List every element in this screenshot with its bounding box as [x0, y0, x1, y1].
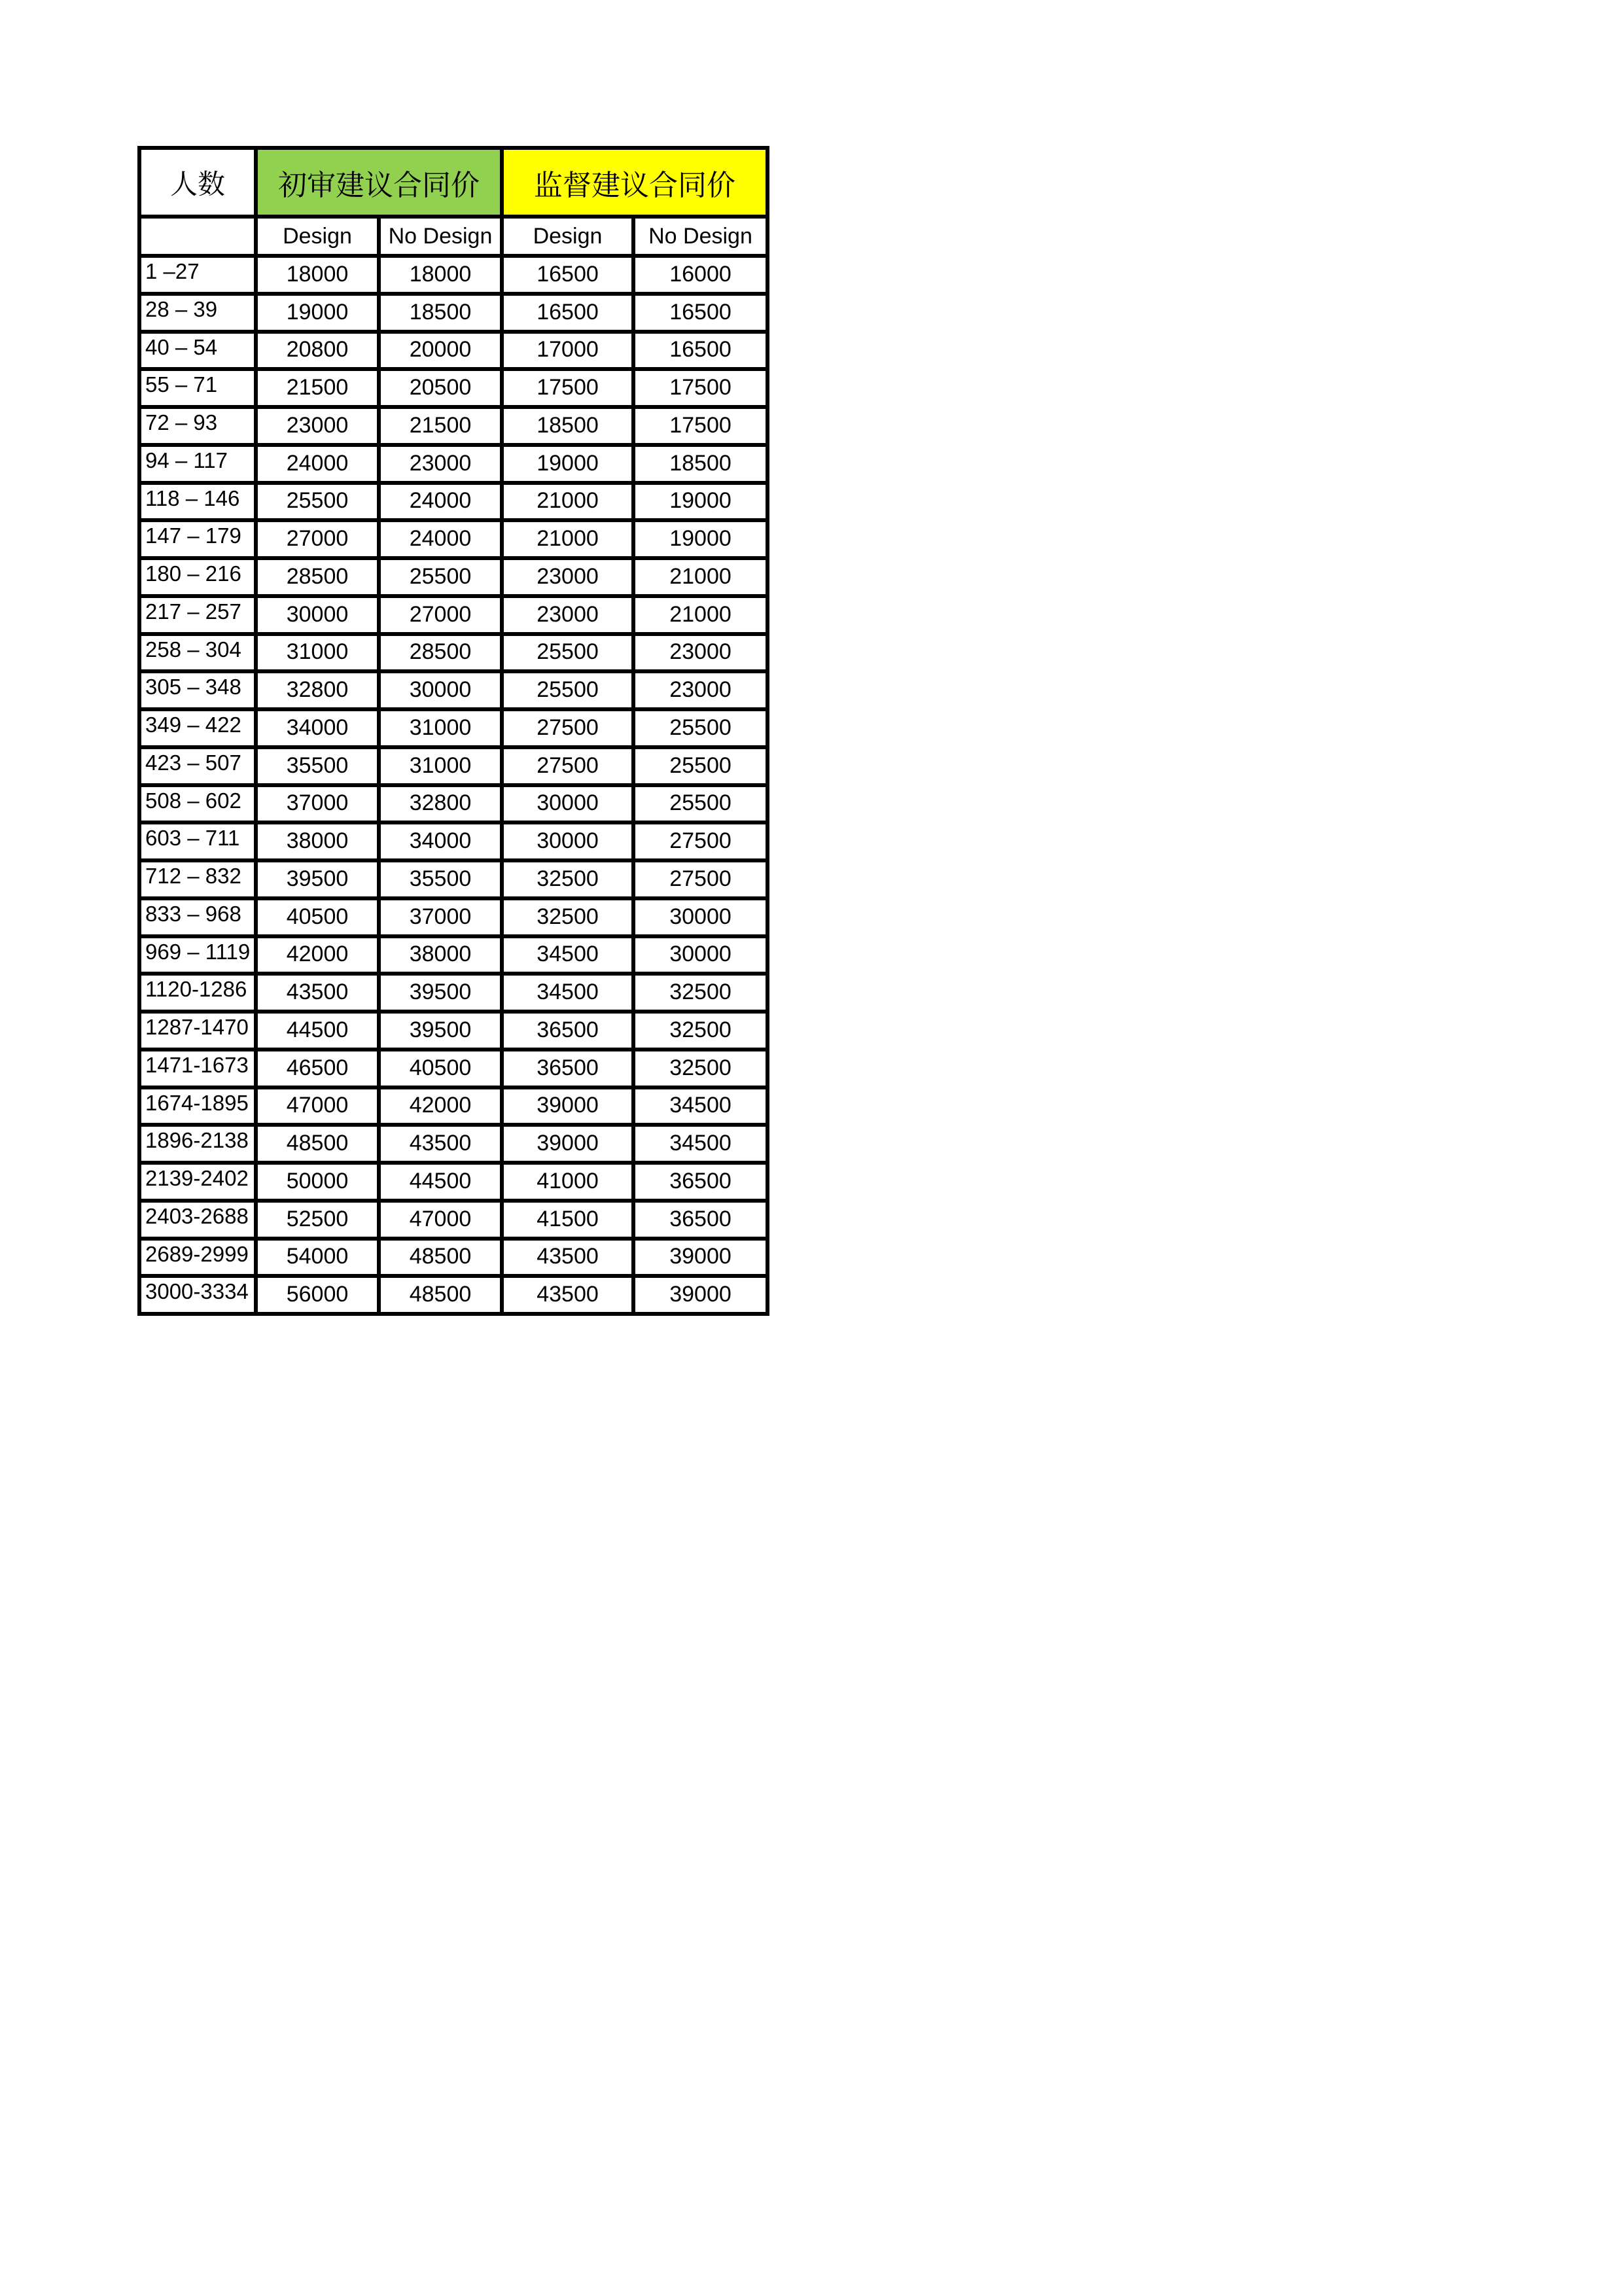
price-cell: 31000 [379, 709, 502, 747]
table-row [139, 671, 767, 709]
price-cell: 21500 [256, 369, 379, 407]
price-cell: 27500 [502, 747, 633, 785]
group-header-initial-review: 初审建议合同价 [256, 148, 502, 217]
price-cell: 18000 [379, 256, 502, 294]
price-cell: 20800 [256, 332, 379, 370]
table-row [139, 1125, 767, 1163]
price-cell: 30000 [502, 822, 633, 860]
price-cell: 30000 [633, 936, 767, 974]
people-range-cell: 712 – 832 [139, 860, 256, 898]
sub-header-no-design-1: No Design [379, 217, 502, 256]
people-range-cell: 180 – 216 [139, 558, 256, 596]
price-cell: 43500 [379, 1125, 502, 1163]
people-range-cell: 969 – 1119 [139, 936, 256, 974]
table-row [139, 483, 767, 521]
price-cell: 47000 [256, 1087, 379, 1125]
people-range-cell: 28 – 39 [139, 294, 256, 332]
table-row [139, 1012, 767, 1050]
price-cell: 23000 [633, 671, 767, 709]
people-range-cell: 305 – 348 [139, 671, 256, 709]
price-cell: 24000 [379, 520, 502, 558]
price-cell: 23000 [502, 558, 633, 596]
price-cell: 24000 [256, 445, 379, 483]
table-row [139, 1050, 767, 1087]
table-row [139, 898, 767, 936]
price-cell: 20000 [379, 332, 502, 370]
table-row [139, 709, 767, 747]
people-range-cell: 72 – 93 [139, 407, 256, 445]
price-cell: 44500 [256, 1012, 379, 1050]
price-cell: 34000 [379, 822, 502, 860]
price-cell: 44500 [379, 1163, 502, 1201]
price-cell: 16500 [633, 332, 767, 370]
price-cell: 31000 [256, 634, 379, 672]
price-cell: 25500 [379, 558, 502, 596]
price-cell: 43500 [502, 1239, 633, 1277]
price-cell: 32500 [633, 1050, 767, 1087]
price-cell: 25500 [633, 785, 767, 823]
people-range-cell: 2403-2688 [139, 1201, 256, 1239]
price-cell: 30000 [379, 671, 502, 709]
sub-header-design-1: Design [256, 217, 379, 256]
price-cell: 18500 [633, 445, 767, 483]
price-cell: 36500 [633, 1201, 767, 1239]
price-cell: 31000 [379, 747, 502, 785]
price-cell: 16500 [502, 256, 633, 294]
people-range-cell: 833 – 968 [139, 898, 256, 936]
price-cell: 23000 [633, 634, 767, 672]
price-cell: 27500 [633, 822, 767, 860]
price-cell: 18500 [502, 407, 633, 445]
price-cell: 34500 [502, 936, 633, 974]
price-cell: 21000 [502, 520, 633, 558]
price-cell: 39500 [379, 974, 502, 1012]
people-range-cell: 147 – 179 [139, 520, 256, 558]
people-range-cell: 1471-1673 [139, 1050, 256, 1087]
price-cell: 42000 [256, 936, 379, 974]
price-cell: 41000 [502, 1163, 633, 1201]
price-cell: 21000 [633, 558, 767, 596]
empty-corner-cell [139, 217, 256, 256]
price-cell: 19000 [502, 445, 633, 483]
price-cell: 38000 [379, 936, 502, 974]
price-cell: 35500 [379, 860, 502, 898]
table-row [139, 860, 767, 898]
price-cell: 19000 [256, 294, 379, 332]
price-cell: 28500 [379, 634, 502, 672]
people-count-header: 人数 [139, 148, 256, 217]
price-cell: 21000 [502, 483, 633, 521]
price-cell: 16500 [633, 294, 767, 332]
people-range-cell: 94 – 117 [139, 445, 256, 483]
price-cell: 40500 [256, 898, 379, 936]
sub-header-no-design-2: No Design [633, 217, 767, 256]
table-row [139, 256, 767, 294]
price-cell: 34500 [502, 974, 633, 1012]
price-cell: 34500 [633, 1087, 767, 1125]
people-range-cell: 1674-1895 [139, 1087, 256, 1125]
price-cell: 20500 [379, 369, 502, 407]
people-range-cell: 118 – 146 [139, 483, 256, 521]
price-cell: 16000 [633, 256, 767, 294]
price-cell: 36500 [502, 1050, 633, 1087]
price-cell: 56000 [256, 1276, 379, 1314]
price-cell: 34500 [633, 1125, 767, 1163]
price-cell: 47000 [379, 1201, 502, 1239]
table-row [139, 1087, 767, 1125]
price-cell: 17500 [633, 407, 767, 445]
price-cell: 27500 [633, 860, 767, 898]
group-header-supervision: 监督建议合同价 [502, 148, 767, 217]
price-cell: 40500 [379, 1050, 502, 1087]
price-cell: 46500 [256, 1050, 379, 1087]
price-cell: 32500 [502, 898, 633, 936]
price-cell: 23000 [502, 596, 633, 634]
group-header-row [139, 148, 767, 217]
price-cell: 32500 [633, 1012, 767, 1050]
price-cell: 41500 [502, 1201, 633, 1239]
price-cell: 37000 [379, 898, 502, 936]
price-cell: 30000 [502, 785, 633, 823]
table-row [139, 558, 767, 596]
price-cell: 48500 [379, 1239, 502, 1277]
price-cell: 25500 [256, 483, 379, 521]
people-range-cell: 1896-2138 [139, 1125, 256, 1163]
people-range-cell: 3000-3334 [139, 1276, 256, 1314]
table-row [139, 445, 767, 483]
table-row [139, 634, 767, 672]
people-range-cell: 2689-2999 [139, 1239, 256, 1277]
price-cell: 25500 [633, 709, 767, 747]
price-cell: 16500 [502, 294, 633, 332]
table-row [139, 1201, 767, 1239]
sub-header-row [139, 217, 767, 256]
price-cell: 52500 [256, 1201, 379, 1239]
price-cell: 54000 [256, 1239, 379, 1277]
price-cell: 28500 [256, 558, 379, 596]
price-cell: 23000 [379, 445, 502, 483]
price-cell: 30000 [256, 596, 379, 634]
people-range-cell: 217 – 257 [139, 596, 256, 634]
people-range-cell: 1120-1286 [139, 974, 256, 1012]
price-cell: 32500 [502, 860, 633, 898]
price-cell: 38000 [256, 822, 379, 860]
people-range-cell: 423 – 507 [139, 747, 256, 785]
price-cell: 30000 [633, 898, 767, 936]
price-cell: 43500 [502, 1276, 633, 1314]
price-cell: 18500 [379, 294, 502, 332]
price-cell: 25500 [502, 671, 633, 709]
price-cell: 32800 [256, 671, 379, 709]
price-cell: 39000 [633, 1276, 767, 1314]
price-cell: 35500 [256, 747, 379, 785]
people-range-cell: 603 – 711 [139, 822, 256, 860]
people-range-cell: 40 – 54 [139, 332, 256, 370]
price-cell: 39000 [502, 1087, 633, 1125]
table-row [139, 294, 767, 332]
table-row [139, 936, 767, 974]
people-range-cell: 258 – 304 [139, 634, 256, 672]
price-cell: 25500 [502, 634, 633, 672]
price-cell: 39000 [633, 1239, 767, 1277]
price-cell: 39500 [256, 860, 379, 898]
price-cell: 19000 [633, 520, 767, 558]
price-cell: 21500 [379, 407, 502, 445]
price-cell: 25500 [633, 747, 767, 785]
price-cell: 34000 [256, 709, 379, 747]
price-cell: 18000 [256, 256, 379, 294]
table-row [139, 1276, 767, 1314]
table-row [139, 520, 767, 558]
price-cell: 37000 [256, 785, 379, 823]
price-cell: 42000 [379, 1087, 502, 1125]
price-cell: 39000 [502, 1125, 633, 1163]
price-cell: 27000 [256, 520, 379, 558]
price-cell: 19000 [633, 483, 767, 521]
table-body [139, 256, 767, 1314]
price-cell: 17500 [502, 369, 633, 407]
price-cell: 23000 [256, 407, 379, 445]
table-row [139, 785, 767, 823]
price-cell: 17500 [633, 369, 767, 407]
table-row [139, 822, 767, 860]
table-row [139, 369, 767, 407]
table-row [139, 747, 767, 785]
people-range-cell: 349 – 422 [139, 709, 256, 747]
people-range-cell: 1 –27 [139, 256, 256, 294]
price-cell: 27000 [379, 596, 502, 634]
people-range-cell: 1287-1470 [139, 1012, 256, 1050]
price-cell: 32500 [633, 974, 767, 1012]
people-range-cell: 508 – 602 [139, 785, 256, 823]
price-cell: 50000 [256, 1163, 379, 1201]
table-row [139, 407, 767, 445]
table-row [139, 974, 767, 1012]
price-cell: 39500 [379, 1012, 502, 1050]
sub-header-design-2: Design [502, 217, 633, 256]
price-cell: 17000 [502, 332, 633, 370]
price-cell: 32800 [379, 785, 502, 823]
people-range-cell: 55 – 71 [139, 369, 256, 407]
table-row [139, 332, 767, 370]
table-row [139, 596, 767, 634]
price-cell: 48500 [379, 1276, 502, 1314]
price-cell: 36500 [633, 1163, 767, 1201]
price-cell: 48500 [256, 1125, 379, 1163]
price-cell: 36500 [502, 1012, 633, 1050]
price-cell: 27500 [502, 709, 633, 747]
people-range-cell: 2139-2402 [139, 1163, 256, 1201]
table-row [139, 1163, 767, 1201]
price-cell: 43500 [256, 974, 379, 1012]
price-cell: 24000 [379, 483, 502, 521]
price-table [137, 146, 769, 1316]
price-cell: 21000 [633, 596, 767, 634]
table-row [139, 1239, 767, 1277]
